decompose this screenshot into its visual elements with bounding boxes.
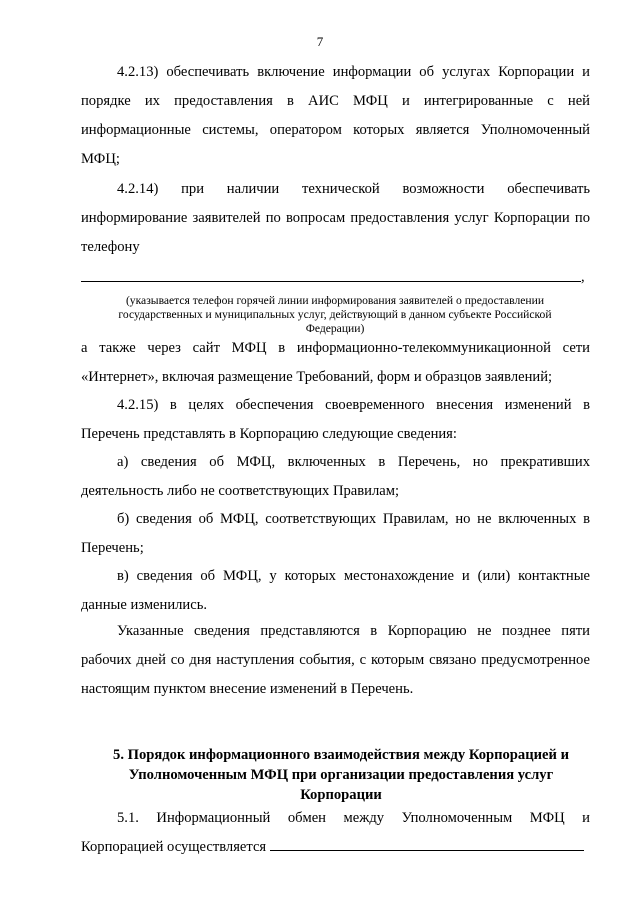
exchange-method-blank [270, 836, 584, 851]
page-number: 7 [316, 34, 324, 49]
phone-blank-line [81, 281, 581, 282]
paragraph-continuation: а также через сайт МФЦ в информационно-телекоммуникационной сети «Интернет», включая размещение Требований, форм и образцов заявлений; [81, 340, 590, 385]
list-item-a: а) сведения об МФЦ, включенных в Перечень, но прекративших деятельность либо не соответствующих Правилам; [81, 454, 590, 499]
paragraph-5-1 [81, 804, 590, 862]
paragraph-5-1-text: 5.1. Информационный обмен между Уполномоченным МФЦ и Корпорацией осуществляется [81, 810, 590, 855]
list-item-v: в) сведения об МФЦ, у которых местонахождение и (или) контактные данные изменились. [81, 568, 590, 613]
paragraph-4-2-15: 4.2.15) в целях обеспечения своевременного внесения изменений в Перечень представлять в Корпорацию следующие сведения: [81, 397, 590, 442]
phone-blank-comma: , [581, 269, 585, 285]
section-5-heading: 5. Порядок информационного взаимодействия между Корпорацией и Уполномоченным МФЦ при организации предоставления услуг Корпорации [113, 747, 569, 803]
paragraph-4-2-14: 4.2.14) при наличии технической возможности обеспечивать информирование заявителей по вопросам предоставления услуг Корпорации по телефону [81, 181, 590, 255]
phone-footnote: (указывается телефон горячей линии информирования заявителей о предоставлении государственных и муниципальных услуг, действующий в данном субъекте Российской Федерации) [118, 294, 552, 335]
list-item-b: б) сведения об МФЦ, соответствующих Правилам, но не включенных в Перечень; [81, 511, 590, 556]
paragraph-deadline: Указанные сведения представляются в Корпорацию не позднее пяти рабочих дней со дня наступления события, с которым связано предусмотренное настоящим пунктом внесение изменений в Перечень. [81, 623, 590, 697]
paragraph-4-2-13: 4.2.13) обеспечивать включение информации об услугах Корпорации и порядке их предоставления в АИС МФЦ и интегрированные с ней информационные системы, оператором которых является Уполномоченный МФЦ; [81, 64, 590, 167]
